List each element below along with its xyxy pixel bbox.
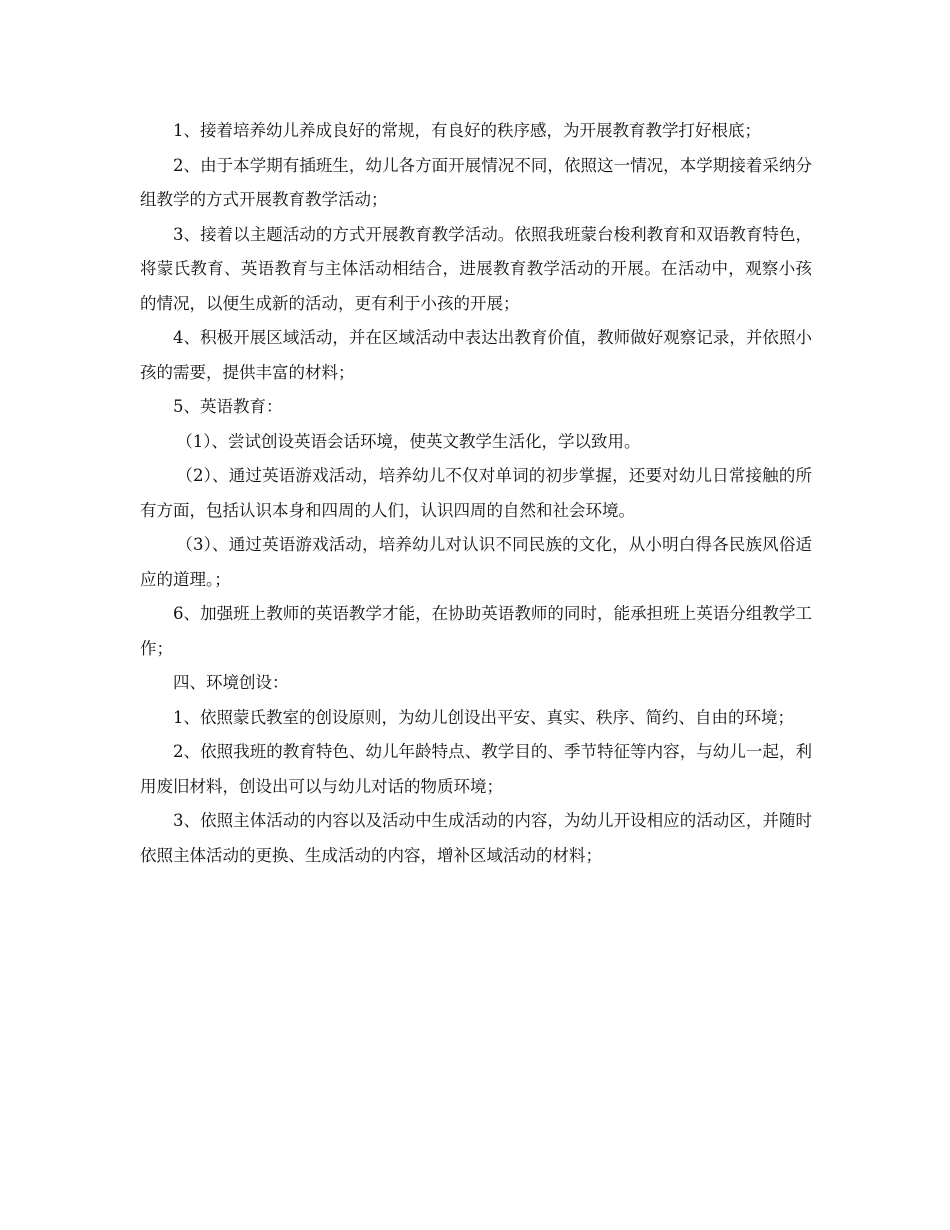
paragraph-5-2: （2）、通过英语游戏活动，培养幼儿不仅对单词的初步掌握，还要对幼儿日常接触的所有方面，包括认识本身和四周的人们，认识四周的自然和社会环境。 bbox=[140, 466, 812, 520]
paragraph-5-3: （3）、通过英语游戏活动，培养幼儿对认识不同民族的文化，从小明白得各民族风俗适应的道理。； bbox=[140, 535, 812, 589]
paragraph-5-1: （1）、尝试创设英语会话环境，使英文教学生活化，学以致用。 bbox=[176, 431, 641, 451]
paragraph-1: 1、接着培养幼儿养成良好的常规，有良好的秩序感，为开展教育教学打好根底； bbox=[173, 121, 761, 140]
env-paragraph-2: 2、依照我班的教育特色、幼儿年龄特点、教学目的、季节特征等内容，与幼儿一起，利用废旧材料，创设出可以与幼儿对话的物质环境； bbox=[140, 742, 812, 796]
paragraph-5-heading: 5、英语教育： bbox=[173, 397, 283, 416]
paragraph-3: 3、接着以主题活动的方式开展教育教学活动。依照我班蒙台梭利教育和双语教育特色，将蒙氏教育、英语教育与主体活动相结合，进展教育教学活动的开展。在活动中，观察小孩的情况，以便生成新的活动，更有利于小孩的开展； bbox=[140, 224, 812, 313]
env-paragraph-3: 3、依照主体活动的内容以及活动中生成活动的内容，为幼儿开设相应的活动区，并随时依照主体活动的更换、生成活动的内容，增补区域活动的材料； bbox=[140, 811, 812, 865]
env-paragraph-1: 1、依照蒙氏教室的创设原则，为幼儿创设出平安、真实、秩序、简约、自由的环境； bbox=[173, 707, 794, 727]
paragraph-6: 6、加强班上教师的英语教学才能，在协助英语教师的同时，能承担班上英语分组教学工作； bbox=[140, 604, 812, 658]
paragraph-2: 2、由于本学期有插班生，幼儿各方面开展情况不同，依照这一情况，本学期接着采纳分组教学的方式开展教育教学活动； bbox=[140, 155, 812, 209]
section-heading-environment: 四、环境创设： bbox=[173, 673, 289, 692]
document-body bbox=[140, 114, 812, 873]
paragraph-4: 4、积极开展区域活动，并在区域活动中表达出教育价值，教师做好观察记录，并依照小孩的需要，提供丰富的材料； bbox=[140, 328, 812, 382]
